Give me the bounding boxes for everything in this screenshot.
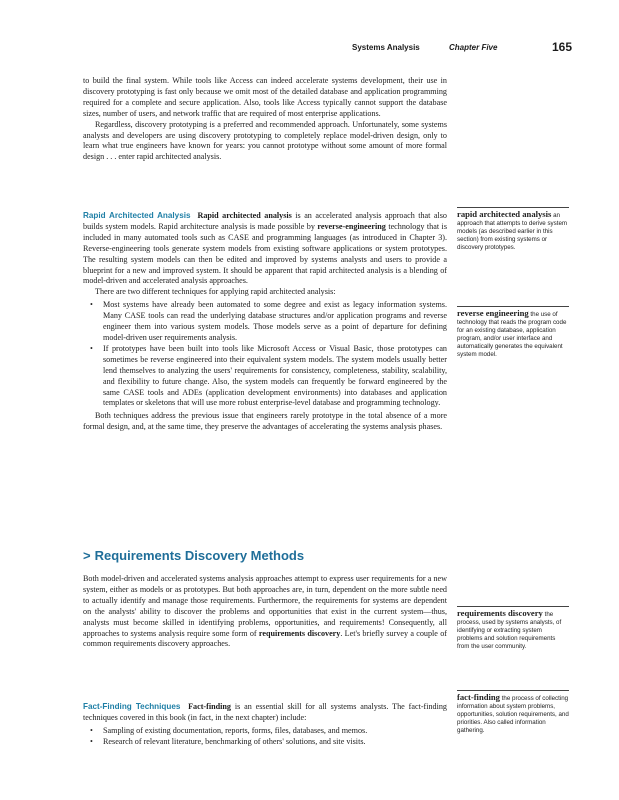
paragraph: Both model-driven and accelerated systems analysis approaches attempt to express user requirements for a new system, either as models or as prototypes. But both approaches are, in turn, dependent on the more subtle need to actually identify and manage those requirements. Furthermore, the requirements for systems are dependent on the analysts' ability to discover the problems and opportunities that exist in the current system—thus, analysts must become skilled in identifying problems, opportunities, and requirements! Consequently, all approaches to systems analysis require some form of requirements discovery. Let's briefly survey a couple of common requirements discovery approaches. bbox=[83, 574, 447, 649]
key-term: requirements discovery bbox=[258, 628, 341, 638]
glossary-definition: the process of collecting information about system problems, opportunities, solution requirements, and priorities. Also called information gathering. bbox=[457, 695, 569, 734]
requirements-discovery-block bbox=[83, 574, 447, 650]
fact-finding-block bbox=[83, 702, 447, 750]
bullet-list bbox=[83, 726, 447, 748]
run-in-heading: Fact-Finding Techniques bbox=[83, 702, 181, 711]
glossary-entry bbox=[457, 606, 569, 651]
header-chapter: Chapter Five bbox=[449, 43, 498, 52]
glossary-term: reverse engineering bbox=[457, 308, 529, 318]
paragraph: to build the final system. While tools like Access can indeed accelerate systems development, their use in discovery prototyping is fast only because we omit most of the detailed database and application programming required for a complete and secure application. Also, tools like Access typically cannot support the database sizes, number of users, and network traffic that are required of most enterprise applications. bbox=[83, 76, 447, 118]
glossary-definition: an approach that attempts to derive system models (as described earlier in this section) from existing systems or discovery prototypes. bbox=[457, 212, 568, 251]
chevron-right-icon: > bbox=[83, 548, 91, 563]
glossary-entry bbox=[457, 690, 569, 735]
key-term: reverse-engineering bbox=[317, 221, 386, 231]
list-item: • Most systems have already been automated to some degree and exist as legacy information systems. Many CASE tools can read the underlying database structures and/or application programs and reverse engineer them into various system models. Those models serve as a point of departure for defining model-driven user requirements analysis. bbox=[87, 300, 447, 344]
glossary-entry bbox=[457, 306, 569, 358]
paragraph: Regardless, discovery prototyping is a preferred and recommended approach. Unfortunately, some systems analysts and developers are using discovery prototyping to completely replace model-driven design, only to learn what true engineers have known for years: you cannot prototype without some amount of more formal design . . . enter rapid architected analysis. bbox=[83, 119, 447, 162]
paragraph: Fact-Finding Techniques Fact-finding is an essential skill for all systems analysts. The fact-finding techniques covered in this book (in fact, in the next chapter) include: bbox=[83, 702, 447, 722]
section-heading: > Requirements Discovery Methods bbox=[83, 548, 305, 563]
glossary-definition: the process, used by systems analysts, of identifying or extracting system problems and solution requirements from the user community. bbox=[457, 611, 562, 650]
intro-block bbox=[83, 76, 447, 163]
paragraph: Rapid Architected Analysis Rapid architected analysis is an accelerated analysis approach that also builds system models. Rapid architecture analysis is made possible by reverse-engineering technology that is included in many automated tools such as CASE and programming languages (as introduced in Chapter 3). Reverse-engineering tools generate system models from existing software applications or system prototypes. The resulting system models can then be edited and improved by systems analysts and users to provide a blueprint for a new and improved system. It should be apparent that rapid architected analysis is a blending of model-driven and accelerated analysis approaches. bbox=[83, 211, 447, 286]
running-header bbox=[352, 40, 572, 58]
glossary-term: fact-finding bbox=[457, 692, 500, 702]
glossary-term: requirements discovery bbox=[457, 608, 543, 618]
header-section-title: Systems Analysis bbox=[352, 43, 420, 52]
glossary-term: rapid architected analysis bbox=[457, 209, 552, 219]
paragraph: There are two different techniques for applying rapid architected analysis: bbox=[95, 287, 336, 297]
list-item: • Sampling of existing documentation, reports, forms, files, databases, and memos. bbox=[87, 726, 447, 737]
key-term: Rapid architected analysis bbox=[197, 211, 292, 220]
key-term: Fact-finding bbox=[188, 702, 231, 711]
glossary-entry bbox=[457, 207, 569, 252]
list-item: • If prototypes have been built into tools like Microsoft Access or Visual Basic, those prototypes can sometimes be reverse engineered into their equivalent system models. The system models usually better lend themselves to analyzing the users' requirements for consistency, completeness, stability, scalability, and flexibility to future change. Also, the system models can frequently be forward engineered by the same CASE tools and ADEs (application development environments) into databases and application templates or skeletons that will use more robust enterprise-level database and programming technology. bbox=[87, 344, 447, 409]
rapid-analysis-block bbox=[83, 211, 447, 433]
page-number: 165 bbox=[551, 40, 572, 54]
glossary-definition: the use of technology that reads the program code for an existing database, application program, and/or user interface and automatically generates the equivalent system model. bbox=[457, 311, 567, 358]
list-item: • Research of relevant literature, benchmarking of others' solutions, and site visits. bbox=[87, 737, 447, 748]
bullet-list bbox=[83, 300, 447, 409]
paragraph: Both techniques address the previous issue that engineers rarely prototype in the total absence of a more formal design, and, at the same time, they preserve the advantages of accelerating the systems analysis phases. bbox=[83, 411, 447, 432]
run-in-heading: Rapid Architected Analysis bbox=[83, 211, 191, 220]
